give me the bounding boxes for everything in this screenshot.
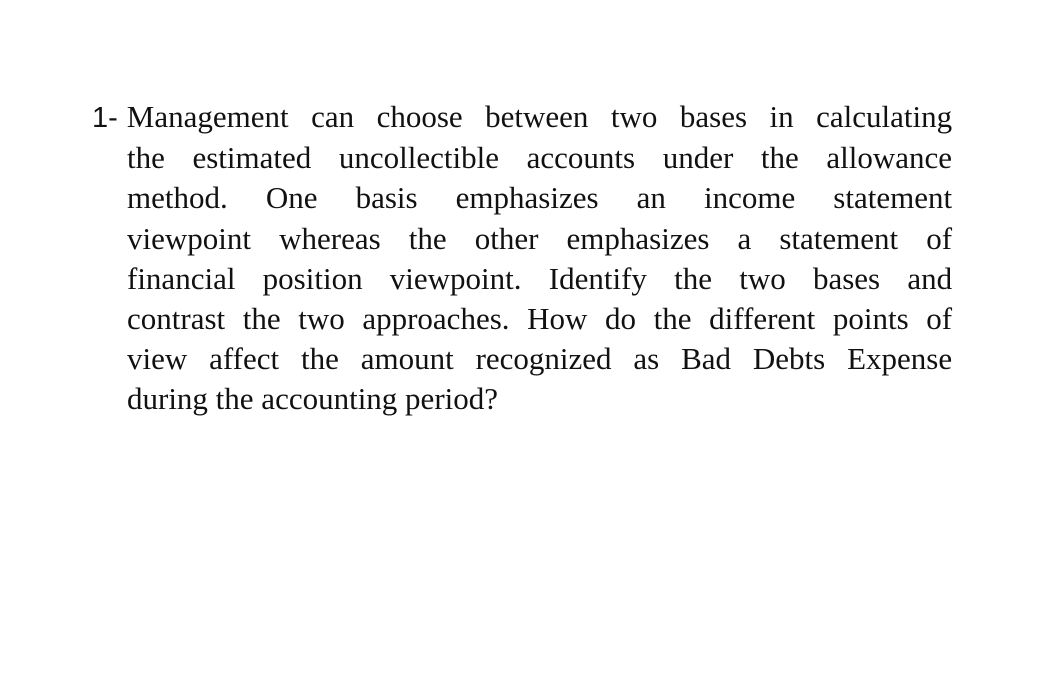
question-line-1: [92, 97, 952, 138]
question-line-5: [92, 259, 952, 299]
question-line-3: [92, 178, 952, 218]
question-text-line: viewpoint whereas the other emphasizes a statement of: [127, 220, 953, 256]
question-text-line: view affect the amount recognized as Bad Debts Expense: [127, 341, 953, 377]
question-line-7: [92, 339, 952, 379]
question-number: 1-: [92, 102, 118, 134]
question-line-6: [92, 299, 952, 339]
question-line-2: [92, 138, 952, 178]
question-text-line: the estimated uncollectible accounts under the allowance: [127, 140, 953, 176]
question-text-line: Management can choose between two bases in calculating: [126, 99, 953, 134]
question-text-line: during the accounting period?: [127, 381, 499, 417]
question-text-line: method. One basis emphasizes an income statement: [127, 180, 953, 216]
question-text-line: financial position viewpoint. Identify the two bases and: [127, 260, 953, 296]
question-block: [92, 97, 952, 420]
question-text-line: contrast the two approaches. How do the different points of: [127, 301, 953, 337]
question-line-4: [92, 219, 952, 259]
question-line-8: [92, 379, 952, 419]
